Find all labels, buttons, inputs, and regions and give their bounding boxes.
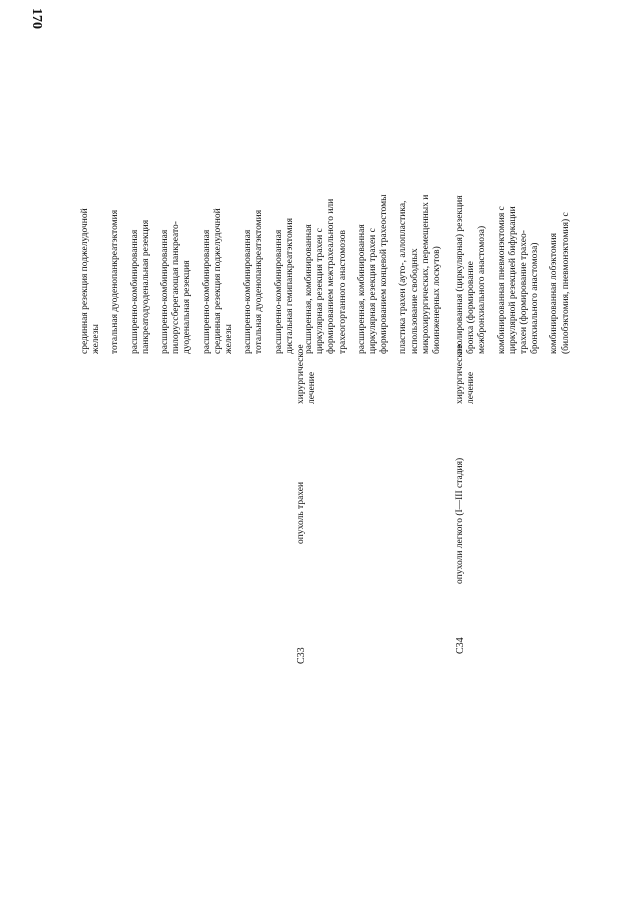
row-methods-c34	[455, 195, 580, 354]
method-item: расширенно-комбинированная тотальная дуоденопанкреатэктомия	[243, 209, 265, 354]
page-number: 170	[29, 8, 44, 29]
method-item: расширенно-комбинированная панкреатодуоденальная резекция	[129, 219, 151, 354]
method-item: комбинированная лобэктомия (билобэктомия, пневмонэктомия) с	[549, 212, 571, 354]
method-item: расширенно-комбинированная пилоруссберегающая панкреато- дуоденальная резекция	[160, 221, 193, 354]
treatment-line: хирургическое	[455, 344, 465, 404]
method-item: расширенно-комбинированная срединная резекция поджелудочной железы	[201, 208, 235, 354]
row-diagnosis-c33: опухоль трахеи	[296, 481, 306, 544]
method-item: комбинированная пневмонэктомия с циркулярной резекцией бифуркации трахеи (формирование трахео- бронхиального анастомоза)	[496, 206, 541, 354]
row-code-c34: C34	[455, 637, 466, 654]
method-item: тотальная дуоденопанкреатэктомия	[110, 209, 121, 354]
method-item: пластика трахеи (ауто-, аллопластика, использование свободных микрохирургических, перемещенных и биоинженерных лоскутов)	[398, 194, 443, 354]
treatment-line: хирургическое	[296, 344, 306, 404]
method-item: расширенно-комбинированная дистальная гемипанкреатэктомия	[273, 218, 295, 354]
method-item: изолированная (циркулярная) резекция бронха (формирование межбронхиального анастомоза)	[455, 195, 488, 354]
method-item: срединная резекция поджелудочной железы	[80, 208, 102, 354]
row-methods-c33	[80, 194, 451, 354]
row-code-c33: C33	[296, 647, 307, 664]
row-diagnosis-c34: опухоли легкого (I—III стадия)	[455, 457, 465, 584]
method-item: расширенная, комбинированная циркулярная резекция трахеи с формированием концевой трахеостомы	[356, 194, 390, 354]
treatment-line: лечение	[307, 371, 318, 404]
method-item: расширенная, комбинированная циркулярная резекция трахеи с формированием межтрахеального или трахеогортанного анастомозов	[304, 198, 348, 354]
treatment-line: лечение	[466, 371, 477, 404]
